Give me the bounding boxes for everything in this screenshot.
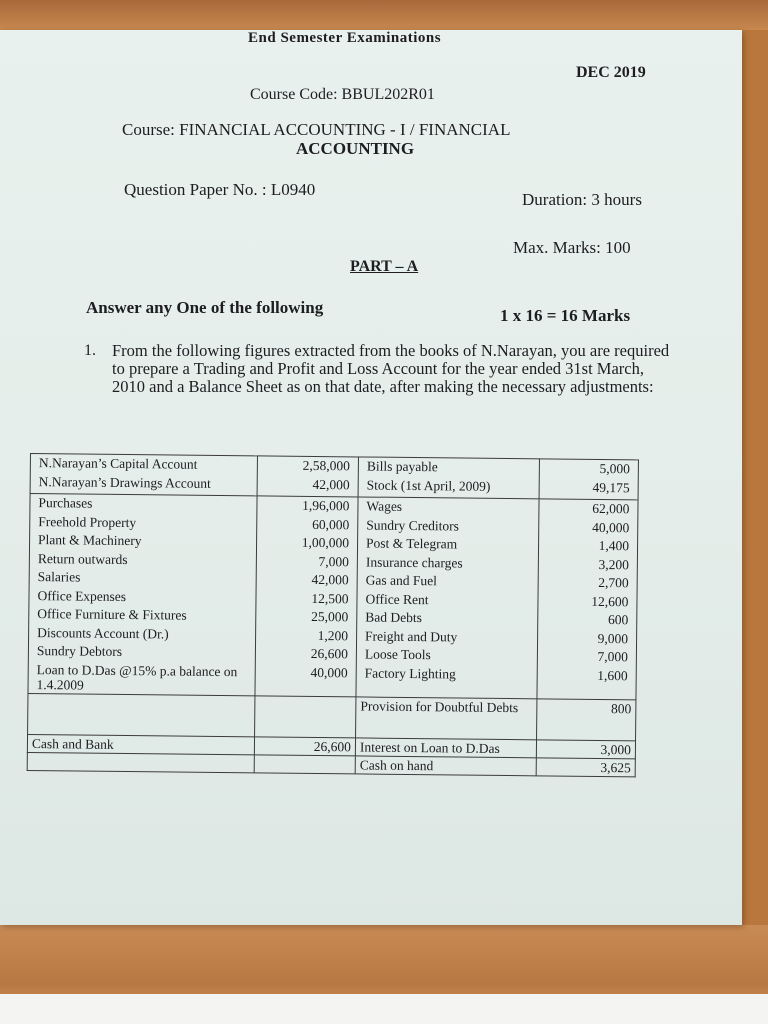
ledger-value: 2,58,000 xyxy=(302,457,350,474)
ledger-empty-cell xyxy=(254,754,355,773)
ledger-item: Wages xyxy=(366,498,403,514)
course-code: Course Code: BBUL202R01 xyxy=(250,86,435,103)
question-text: From the following figures extracted from the books of N.Narayan, you are required to prepare a Trading and Profit and Loss Account for the year ended 31st March, 2010 and a Balance Sheet as on that date, after making the necessary adjustments: xyxy=(112,341,670,396)
ledger-item: Return outwards xyxy=(37,550,128,567)
ledger-right-names xyxy=(358,457,539,499)
table-row xyxy=(28,494,638,700)
ledger-item: Interest on Loan to D.Das xyxy=(355,737,536,757)
instruction-text: Answer any One of the following xyxy=(86,298,324,317)
ledger-item: Insurance charges xyxy=(365,554,463,571)
ledger-value: 26,600 xyxy=(254,736,355,755)
ledger-item: N.Narayan’s Capital Account xyxy=(38,455,198,472)
ledger-value: 7,000 xyxy=(318,553,349,569)
ledger-value: 5,000 xyxy=(599,460,630,477)
ledger-left-names xyxy=(28,494,257,696)
trial-balance-table xyxy=(27,453,639,777)
ledger-item: Sundry Creditors xyxy=(366,517,459,533)
exam-paper xyxy=(0,30,742,925)
max-marks: Max. Marks: 100 xyxy=(513,238,631,257)
ledger-value: 7,000 xyxy=(597,648,628,665)
ledger-value: 2,700 xyxy=(598,574,629,591)
ledger-value: 62,000 xyxy=(592,500,630,517)
ledger-item: Plant & Machinery xyxy=(38,532,142,549)
ledger-value: 40,000 xyxy=(310,664,348,680)
exam-title: End Semester Examinations xyxy=(248,30,442,46)
ledger-value: 12,600 xyxy=(591,593,629,609)
table-row xyxy=(28,693,636,740)
ledger-left-names xyxy=(30,454,257,496)
ledger-empty-cell xyxy=(27,752,254,772)
ledger-value: 3,625 xyxy=(536,757,635,776)
ledger-value: 1,400 xyxy=(598,537,630,554)
ledger-value: 42,000 xyxy=(311,571,349,588)
ledger-value: 49,175 xyxy=(592,479,630,495)
ledger-value: 1,200 xyxy=(317,627,349,643)
ledger-left-values xyxy=(257,456,358,497)
ledger-value: 9,000 xyxy=(597,630,629,646)
ledger-item: Gas and Fuel xyxy=(365,572,438,589)
instruction-marks: 1 x 16 = 16 Marks xyxy=(500,306,631,325)
ledger-value: 1,96,000 xyxy=(302,497,350,514)
ledger-item: Provision for Doubtful Debts xyxy=(356,696,537,739)
ledger-value: 12,500 xyxy=(311,590,349,606)
ledger-value: 25,000 xyxy=(311,608,349,625)
course-name-line1: Course: FINANCIAL ACCOUNTING - I / FINANCIAL xyxy=(122,120,511,139)
table-row xyxy=(30,454,638,500)
ledger-right-values xyxy=(539,459,638,500)
ledger-item: Freight and Duty xyxy=(365,628,458,644)
ledger-item: Factory Lighting xyxy=(364,665,456,681)
question-number: 1. xyxy=(84,342,96,359)
ledger-value: 60,000 xyxy=(312,516,350,532)
table-surface-top xyxy=(0,0,768,30)
ledger-value: 800 xyxy=(537,698,636,740)
ledger-value: 40,000 xyxy=(592,519,630,535)
ledger-item: Discounts Account (Dr.) xyxy=(37,624,169,641)
ledger-item: N.Narayan’s Drawings Account xyxy=(38,473,211,491)
ledger-item: Sundry Debtors xyxy=(36,643,123,659)
ledger-item: Purchases xyxy=(38,495,93,511)
ledger-value: 600 xyxy=(607,612,629,628)
exam-date: DEC 2019 xyxy=(576,64,646,81)
ledger-value: 1,600 xyxy=(597,667,628,683)
ledger-value: 26,600 xyxy=(310,645,348,662)
bottom-strip xyxy=(0,994,768,1024)
ledger-right-names xyxy=(356,497,539,698)
ledger-item: Loose Tools xyxy=(364,646,431,663)
ledger-item: Office Expenses xyxy=(37,587,127,604)
ledger-right-values xyxy=(537,499,638,700)
course-name-line2: ACCOUNTING xyxy=(296,139,415,158)
ledger-item: Post & Telegram xyxy=(365,535,458,552)
ledger-item: Bills payable xyxy=(366,458,438,475)
ledger-value: 3,000 xyxy=(536,739,635,758)
ledger-value: 3,200 xyxy=(598,556,629,572)
ledger-item: Salaries xyxy=(37,569,81,585)
ledger-empty-cell xyxy=(28,693,255,736)
ledger-item: Bad Debts xyxy=(365,609,423,626)
ledger-value: 1,00,000 xyxy=(301,534,350,551)
duration: Duration: 3 hours xyxy=(522,190,642,209)
ledger-left-values xyxy=(255,496,358,697)
ledger-item: Stock (1st April, 2009) xyxy=(366,477,491,494)
ledger-item: Freehold Property xyxy=(38,513,137,530)
ledger-item: Loan to D.Das @15% p.a balance on 1.4.2009 xyxy=(36,661,238,693)
ledger-item: Office Rent xyxy=(365,591,429,607)
part-heading: PART – A xyxy=(350,258,419,275)
ledger-item: Cash on hand xyxy=(355,755,536,775)
ledger-item: Cash and Bank xyxy=(27,734,254,754)
question-paper-number: Question Paper No. : L0940 xyxy=(124,180,316,199)
ledger-item: Office Furniture & Fixtures xyxy=(37,606,187,623)
ledger-empty-cell xyxy=(255,695,356,737)
ledger-value: 42,000 xyxy=(312,476,350,492)
